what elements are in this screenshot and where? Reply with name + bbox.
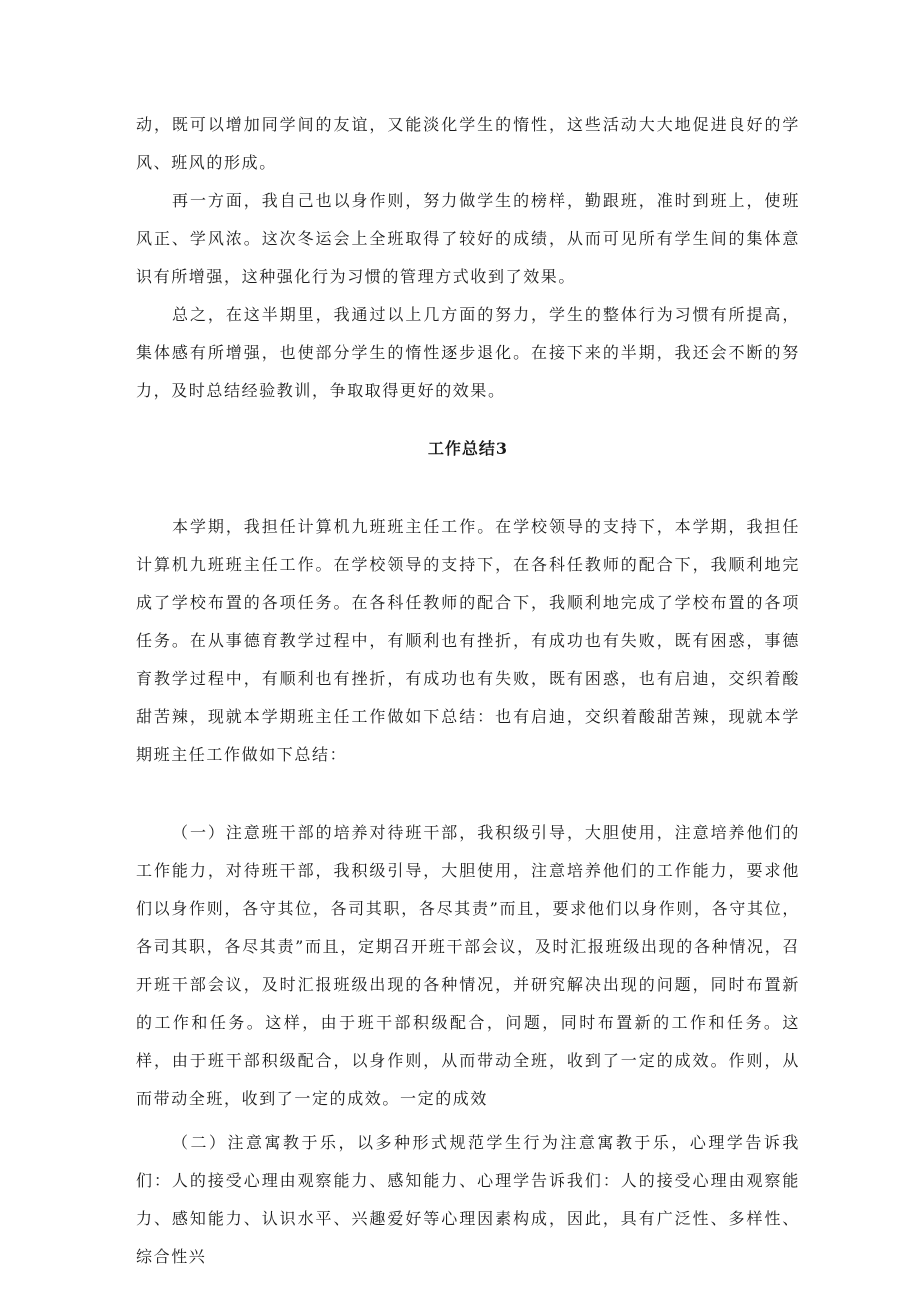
- paragraph-continuation: 动，既可以增加同学间的友谊，又能淡化学生的惰性，这些活动大大地促进良好的学风、班风的形成。: [136, 115, 800, 172]
- paragraph-summary: 总之，在这半期里，我通过以上几方面的努力，学生的整体行为习惯有所提高，集体感有所增强，也使部分学生的惰性逐步退化。在接下来的半期，我还会不断的努力，及时总结经验教训，争取取得更好的效果。: [136, 305, 800, 400]
- document-page: [136, 106, 800, 1276]
- paragraph-point-two: （二）注意寓教于乐，以多种形式规范学生行为注意寓教于乐，心理学告诉我们：人的接受心理由观察能力、感知能力、心理学告诉我们：人的接受心理由观察能力、感知能力、认识水平、兴趣爱好等心理因素构成，因此，具有广泛性、多样性、综合性兴: [136, 1133, 800, 1266]
- section-title: 工作总结3: [427, 439, 509, 458]
- paragraph-intro: 本学期，我担任计算机九班班主任工作。在学校领导的支持下，本学期，我担任计算机九班班主任工作。在学校领导的支持下，在各科任教师的配合下，我顺利地完成了学校布置的各项任务。在各科任教师的配合下，我顺利地完成了学校布置的各项任务。在从事德育教学过程中，有顺利也有挫折，有成功也有失败，既有困惑，事德育教学过程中，有顺利也有挫折，有成功也有失败，既有困惑，也有启迪，交织着酸甜苦辣，现就本学期班主任工作做如下总结：也有启迪，交织着酸甜苦辣，现就本学期班主任工作做如下总结：: [136, 517, 800, 764]
- paragraph-self-example: 再一方面，我自己也以身作则，努力做学生的榜样，勤跟班，准时到班上，使班风正、学风浓。这次冬运会上全班取得了较好的成绩，从而可见所有学生间的集体意识有所增强，这种强化行为习惯的管理方式收到了效果。: [136, 191, 800, 286]
- spacer: [136, 774, 800, 814]
- paragraph-point-one: （一）注意班干部的培养对待班干部，我积级引导，大胆使用，注意培养他们的工作能力，对待班干部，我积级引导，大胆使用，注意培养他们的工作能力，要求他们以身作则，各守其位，各司其职，各尽其责”而且，要求他们以身作则，各守其位，各司其职，各尽其责”而且，定期召开班干部会议，及时汇报班级出现的各种情况，召开班干部会议，及时汇报班级出现的各种情况，并研究解决出现的问题，同时布置新的工作和任务。这样，由于班干部积级配合，问题，同时布置新的工作和任务。这样，由于班干部积级配合，以身作则，从而带动全班，收到了一定的成效。作则，从而带动全班，收到了一定的成效。一定的成效: [136, 823, 800, 1108]
